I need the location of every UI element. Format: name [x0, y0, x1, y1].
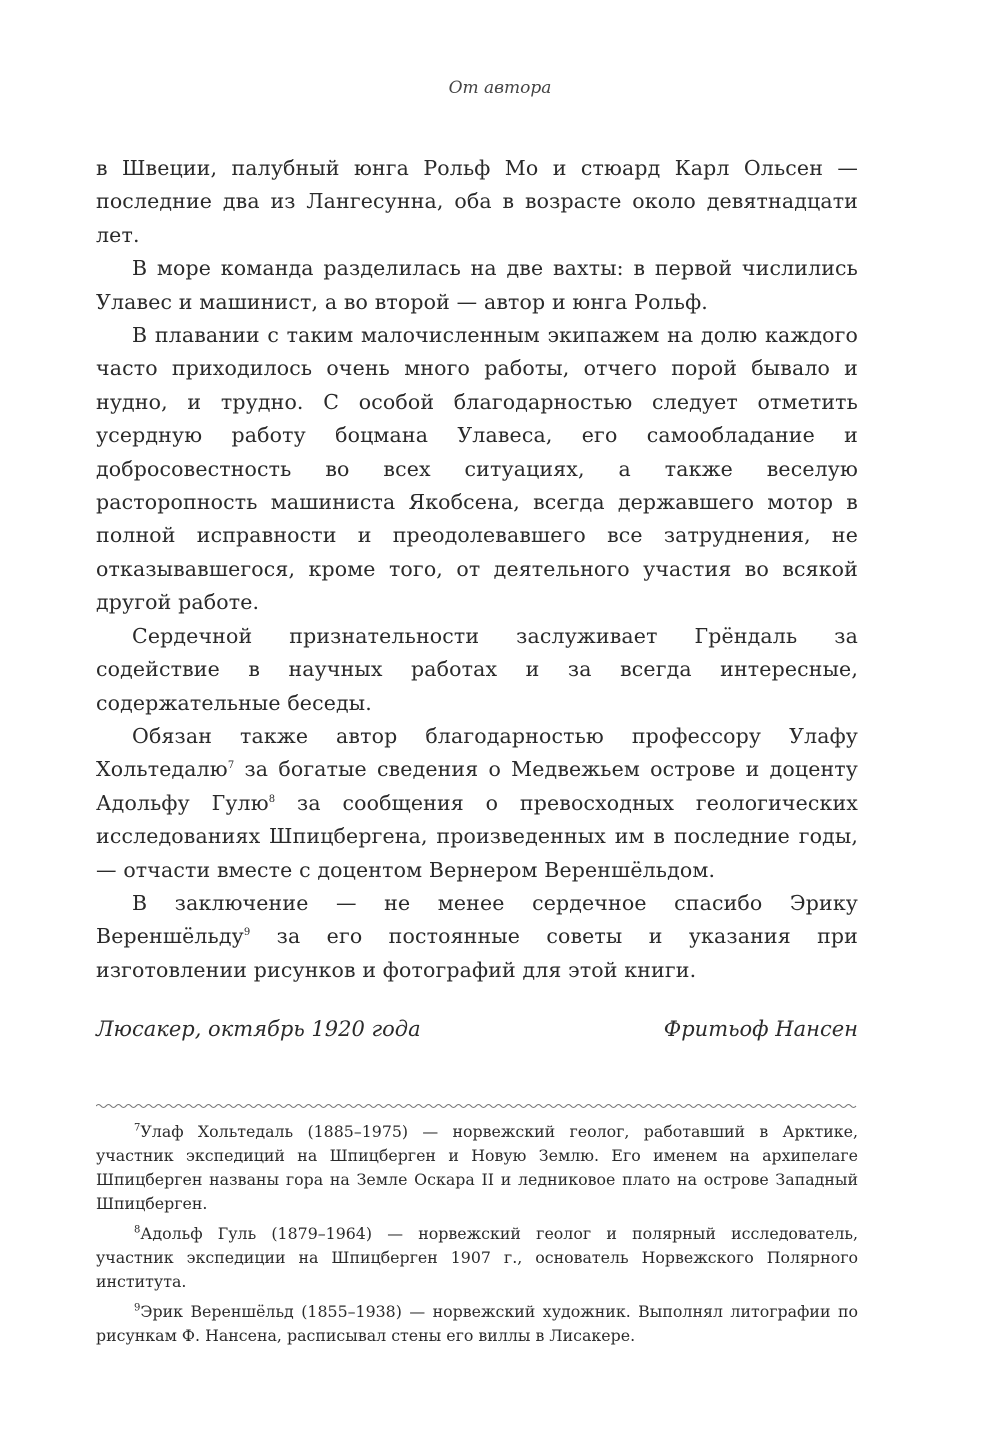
footnote-ref[interactable]: 8: [268, 793, 276, 805]
paragraph: В море команда разделилась на две вахты: в первой числились Улавес и машинист, а во второй — автор и юнга Рольф.: [96, 256, 858, 314]
main-text: [96, 152, 858, 987]
paragraph-text: за его постоянные советы и указания при изготовлении рисунков и фотографий для этой книги.: [96, 924, 858, 982]
footnote-text: Улаф Хольтедаль (1885–1975) — норвежский геолог, работавший в Арктике, участник экспедиций на Шпицберген и Новую Землю. Его именем на архипелаге Шпицберген названы гора на Земле Оскара II и ледниковое плато на острове Западный Шпицберген.: [96, 1122, 858, 1213]
paragraph-text: за сообщения о превосходных геологических исследованиях Шпицбергена, произведенных им в последние годы, — отчасти вместе с доцентом Вернером Вереншёльдом.: [96, 790, 858, 882]
footnote: [96, 1300, 858, 1348]
paragraph-text: Обязан также автор благодарностью профессору Улафу Хольтедалю: [96, 723, 858, 782]
signature-line: [96, 1017, 858, 1041]
paragraph: в Швеции, палубный юнга Рольф Мо и стюард Карл Ольсен — последние два из Лангесунна, оба в возрасте около девятнадцати лет.: [96, 156, 858, 247]
place-date: Люсакер, октябрь 1920 года: [96, 1017, 421, 1041]
paragraph: [96, 887, 858, 987]
paragraph-text: В заключение — не менее сердечное спасибо Эрику Вереншёльду: [96, 890, 858, 949]
paragraph-text: за богатые сведения о Медвежьем острове и доценту Адольфу Гулю: [96, 757, 858, 815]
footnote-number: 9: [134, 1302, 141, 1314]
paragraph: Сердечной признательности заслуживает Грёндаль за содействие в научных работах и за всегда интересные, содержательные беседы.: [96, 623, 858, 715]
author-name: Фритьоф Нансен: [663, 1017, 858, 1041]
footnote-ref[interactable]: 7: [227, 760, 235, 772]
footnote-separator: [96, 1103, 858, 1109]
paragraph: В плавании с таким малочисленным экипажем на долю каждого часто приходилось очень много работы, отчего порой бывало и нудно, и трудно. С особой благодарностью следует отметить усердную работу боцмана Улавеса, его самообладание и добросовестность во всех ситуациях, а также веселую расторопность машиниста Якобсена, всегда державшего мотор в полной исправности и преодолевавшего все затруднения, не отказывавшегося, кроме того, от деятельного участия во всякой другой работе.: [96, 323, 858, 615]
footnote-number: 8: [134, 1224, 141, 1236]
footnote-text: Эрик Вереншёльд (1855–1938) — норвежский художник. Выполнял литографии по рисункам Ф. Нансена, расписывал стены его виллы в Лисакере.: [96, 1302, 858, 1345]
paragraph: [96, 720, 858, 887]
footnote: [96, 1222, 858, 1294]
footnote-text: Адольф Гуль (1879–1964) — норвежский геолог и полярный исследователь, участник экспедиции на Шпицберген 1907 г., основатель Норвежского Полярного института.: [96, 1224, 858, 1291]
wavy-rule: [96, 1105, 856, 1108]
footnote-number: 7: [134, 1122, 141, 1134]
footnote: [96, 1120, 858, 1216]
running-head: От автора: [448, 78, 552, 98]
footnote-ref[interactable]: 9: [243, 927, 251, 939]
footnotes: [96, 1120, 858, 1348]
